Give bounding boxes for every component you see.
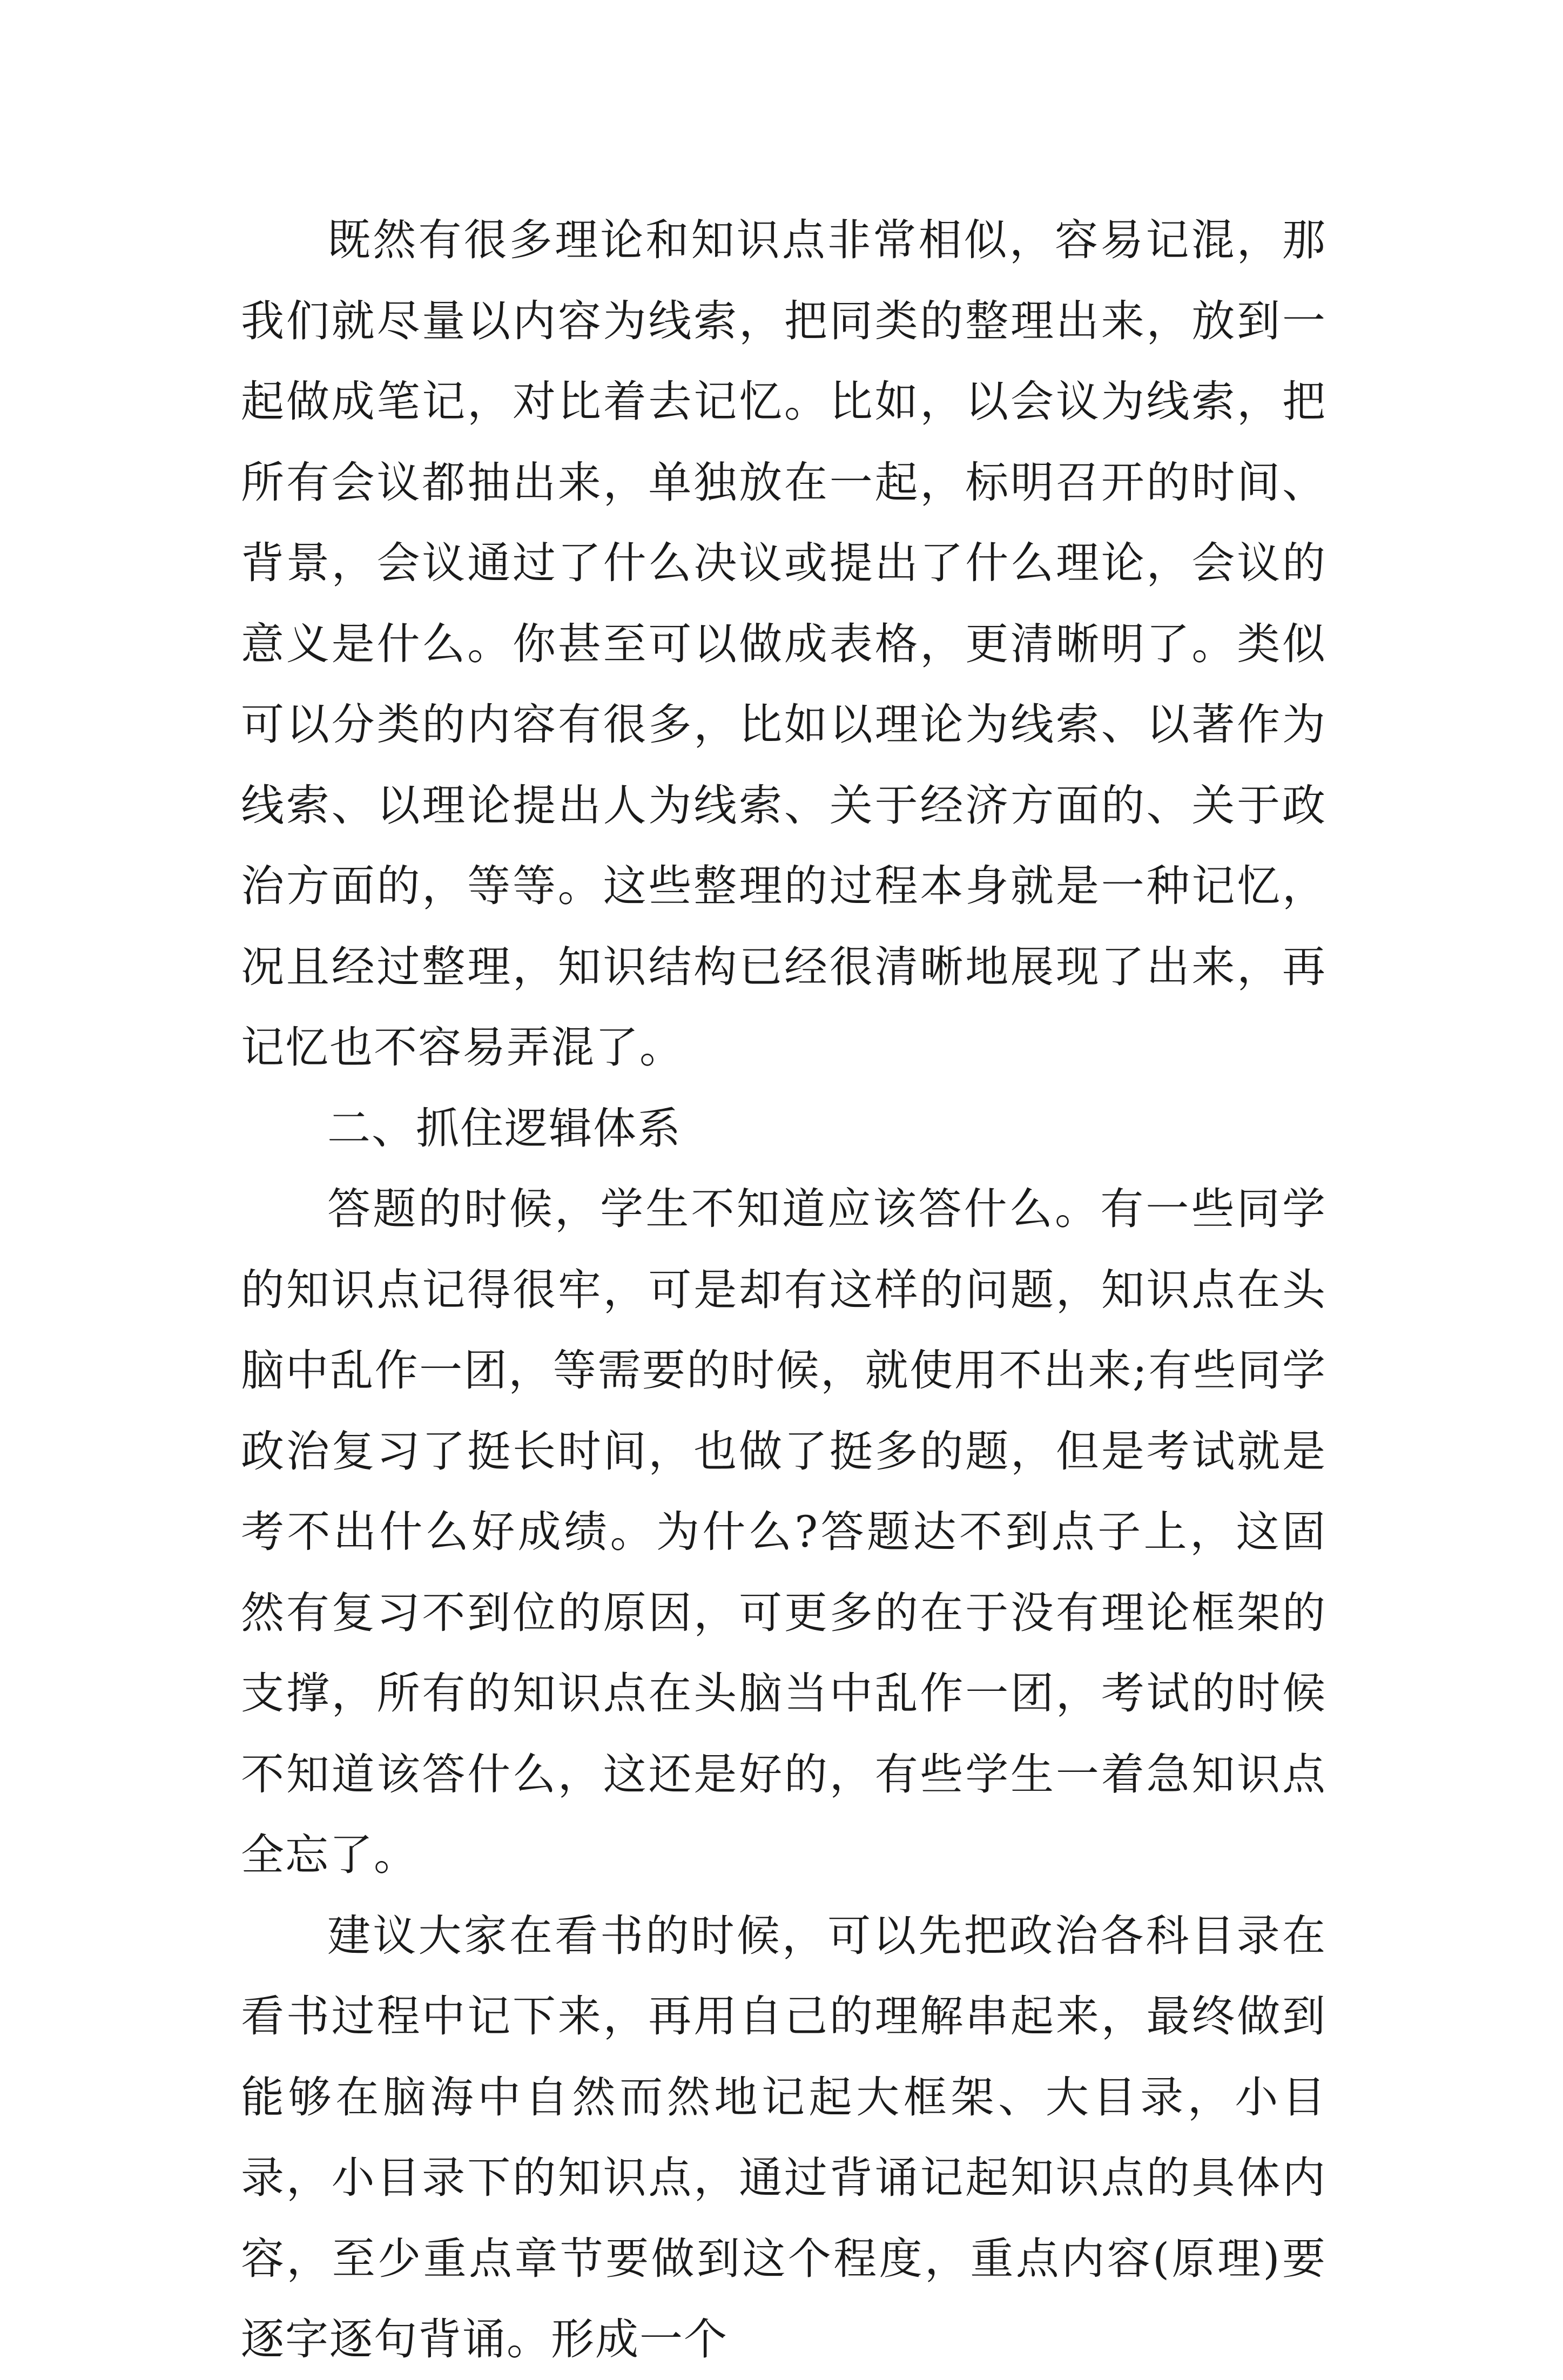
- paragraph-answering-problems: 答题的时候，学生不知道应该答什么。有一些同学的知识点记得很牢，可是却有这样的问题，知识点在头脑中乱作一团，等需要的时候，就使用不出来;有些同学政治复习了挺长时间，也做了挺多的题，但是考试就是考不出什么好成绩。为什么?答题达不到点子上，这固然有复习不到位的原因，可更多的在于没有理论框架的支撑，所有的知识点在头脑当中乱作一团，考试的时候不知道该答什么，这还是好的，有些学生一着急知识点全忘了。: [241, 1184, 1326, 1880]
- document-body: [241, 200, 1326, 2380]
- paragraph-reading-suggestion: 建议大家在看书的时候，可以先把政治各科目录在看书过程中记下来，再用自己的理解串起来，最终做到能够在脑海中自然而然地记起大框架、大目录，小目录，小目录下的知识点，通过背诵记起知识点的具体内容，至少重点章节要做到这个程度，重点内容(原理)要逐字逐句背诵。形成一个: [241, 1910, 1326, 2364]
- paragraph-notes-by-theme: 既然有很多理论和知识点非常相似，容易记混，那我们就尽量以内容为线索，把同类的整理出来，放到一起做成笔记，对比着去记忆。比如，以会议为线索，把所有会议都抽出来，单独放在一起，标明召开的时间、背景，会议通过了什么决议或提出了什么理论，会议的意义是什么。你甚至可以做成表格，更清晰明了。类似可以分类的内容有很多，比如以理论为线索、以著作为线索、以理论提出人为线索、关于经济方面的、关于政治方面的，等等。这些整理的过程本身就是一种记忆，况且经过整理，知识结构已经很清晰地展现了出来，再记忆也不容易弄混了。: [241, 215, 1326, 1073]
- section-heading-logic-system: 二、抓住逻辑体系: [327, 1103, 682, 1154]
